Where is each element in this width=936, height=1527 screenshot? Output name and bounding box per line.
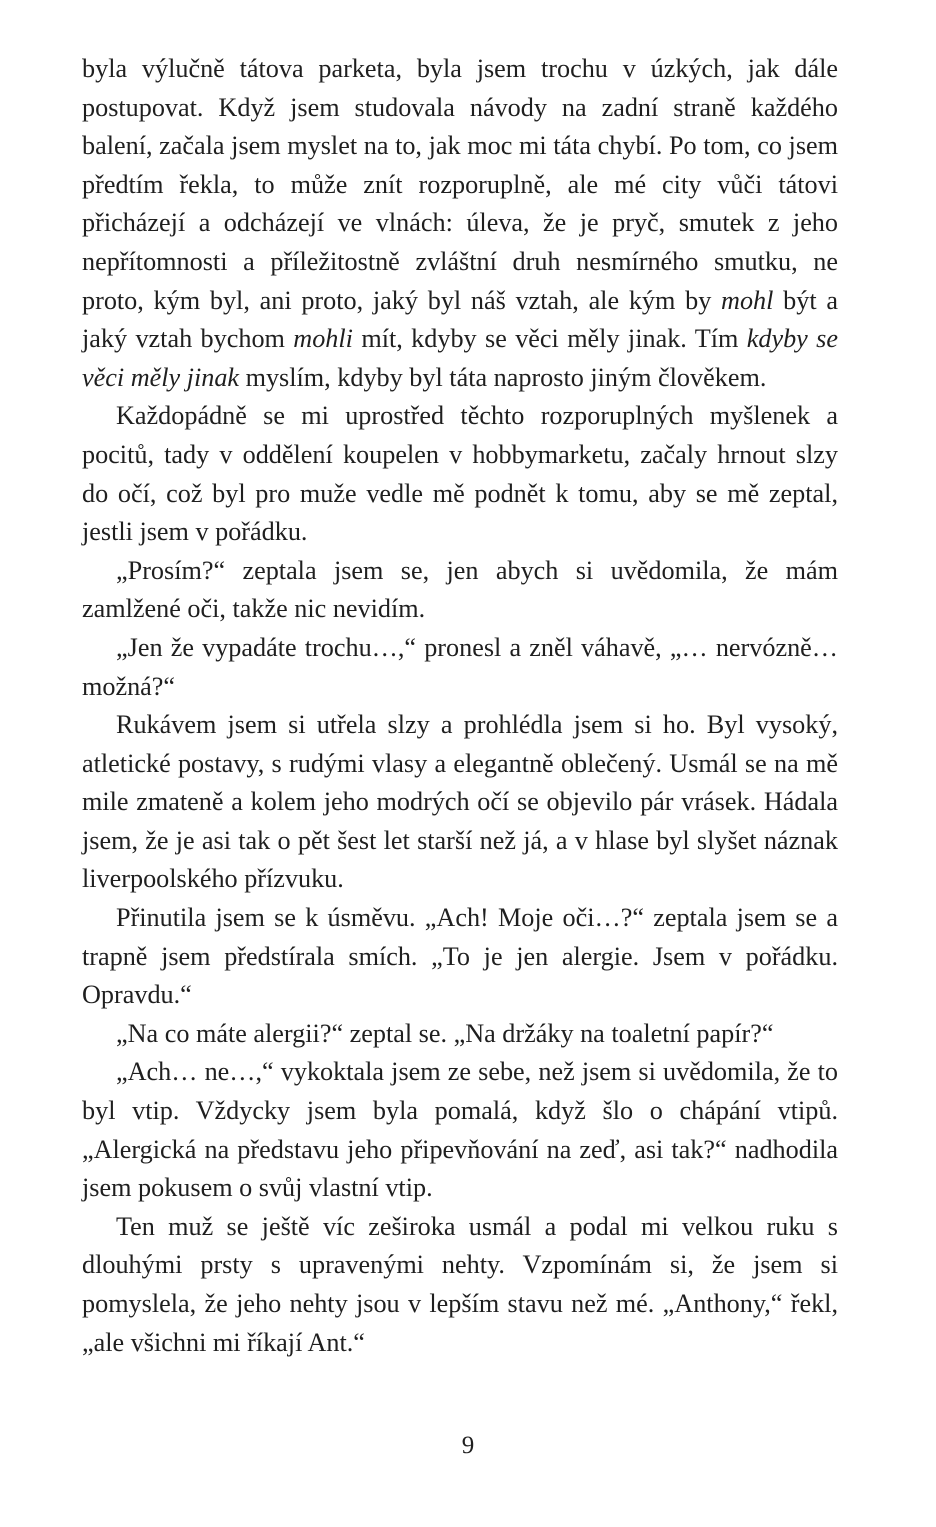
paragraph-1-text-a: byla výlučně tátova parketa, byla jsem trochu v úzkých, jak dále postupovat. Když jsem studovala návody na zadní straně každého balení, začala jsem myslet na to, jak moc mi táta chybí. Po tom, co jsem předtím řekla, to může znít rozporuplně, ale mé city vůči tátovi přicházejí a odcházejí ve vlnách: úleva, že je pryč, smutek z jeho nepřítomnosti a příležitostně zvláštní druh nesmírného smutku, ne proto, kým byl, ani proto, jaký byl náš vztah, ale kým by [82, 54, 838, 315]
italic-mohli: mohli [293, 324, 353, 354]
page-number: 9 [461, 1432, 475, 1459]
paragraph-1 [82, 50, 838, 397]
paragraph-7: „Na co máte alergii?“ zeptal se. „Na držáky na toaletní papír?“ [116, 1018, 774, 1048]
italic-kdyby-se-veci-mely-jinak: kdyby se věci měly jinak [82, 324, 838, 392]
paragraph-2: Každopádně se mi uprostřed těchto rozporuplných myšlenek a pocitů, tady v oddělení koupelen v hobbymarketu, začaly hrnout slzy do očí, což byl pro muže vedle mě podnět k tomu, aby se mě zeptal, jestli jsem v pořádku. [82, 401, 838, 547]
paragraph-1-text-d: myslím, kdyby byl táta naprosto jiným člověkem. [239, 362, 767, 392]
paragraph-9: Ten muž se ještě víc zeširoka usmál a podal mi velkou ruku s dlouhými prsty s upravenými nehty. Vzpomínám si, že jsem si pomyslela, že jeho nehty jsou v lepším stavu než mé. „Anthony,“ řekl, „ale všichni mi říkají Ant.“ [82, 1211, 838, 1357]
paragraph-4: „Jen že vypadáte trochu…,“ pronesl a zněl váhavě, „… nervózně… možná?“ [82, 632, 838, 701]
paragraph-3: „Prosím?“ zeptala jsem se, jen abych si uvědomila, že mám zamlžené oči, takže nic nevidím. [82, 555, 838, 624]
paragraph-5: Rukávem jsem si utřela slzy a prohlédla jsem si ho. Byl vysoký, atletické postavy, s rudými vlasy a elegantně oblečený. Usmál se na mě mile zmateně a kolem jeho modrých očí se objevilo pár vrásek. Hádala jsem, že je asi tak o pět šest let starší než já, a v hlase byl slyšet náznak liverpoolského přízvuku. [82, 710, 838, 894]
paragraph-6: Přinutila jsem se k úsměvu. „Ach! Moje oči…?“ zeptala jsem se a trapně jsem předstírala smích. „To je jen alergie. Jsem v pořádku. Opravdu.“ [82, 903, 838, 1010]
paragraph-1-text-c: mít, kdyby se věci měly jinak. Tím [352, 324, 747, 354]
book-page [82, 50, 838, 1490]
paragraph-8: „Ach… ne…,“ vykoktala jsem ze sebe, než jsem si uvědomila, že to byl vtip. Vždycky jsem byla pomalá, když šlo o chápání vtipů. „Alergická na představu jeho připevňování na zeď, asi tak?“ nadhodila jsem pokusem o svůj vlastní vtip. [82, 1057, 838, 1203]
paragraph-1-text-b: být a jaký vztah bychom [82, 285, 838, 354]
italic-mohl: mohl [721, 285, 774, 315]
